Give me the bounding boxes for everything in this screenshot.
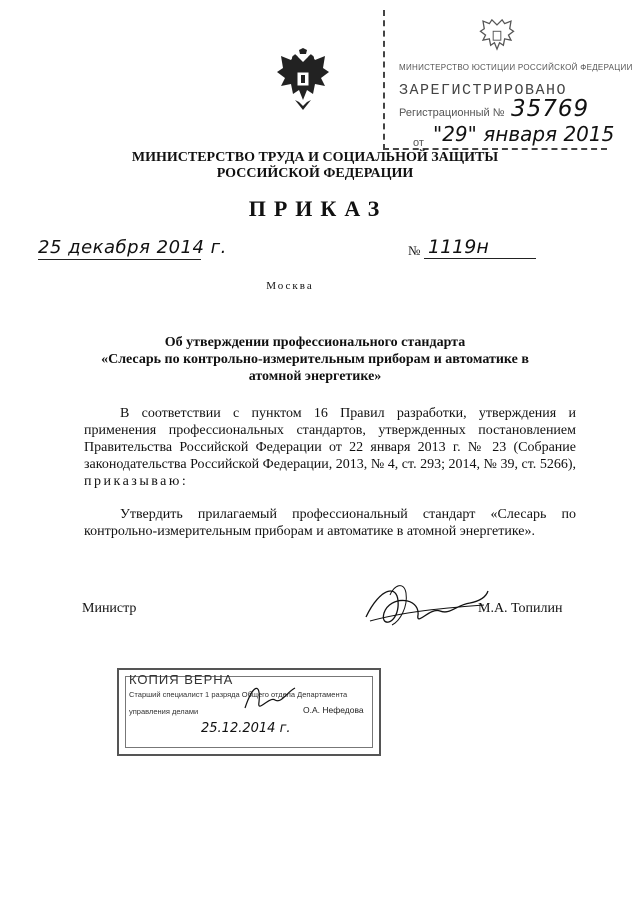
russian-coat-of-arms-icon [273, 48, 333, 114]
copy-stamp-position-line2: управления делами [129, 707, 199, 716]
russian-coat-of-arms-icon [477, 16, 517, 58]
registration-stamp [383, 10, 633, 150]
copy-stamp-date: 25.12.2014 г. [201, 721, 291, 736]
copy-certification-stamp [117, 668, 381, 756]
copy-stamp-position-line1: Старший специалист 1 разряда Общего отдела Департамента [129, 690, 348, 699]
order-number-sign: № [408, 243, 421, 258]
registration-number: 35769 [511, 96, 590, 122]
signatory-position: Министр [82, 601, 137, 616]
registration-date: "29" января 2015 [433, 122, 615, 146]
registration-date-prefix: от [413, 137, 424, 149]
paragraph-basis-text: В соответствии с пунктом 16 Правил разработки, утверждения и применения профессиональных стандартов, утвержденных постановлением Правительства Российской Федерации от 22 января 2013 г. № 23 (Собрание законодательства Российской Федерации, 2013, № 4, ст. 293; 2014, № 39, ст. 5266), [84, 406, 576, 472]
copy-stamp-name: О.А. Нефедова [303, 705, 364, 715]
copy-stamp-title: КОПИЯ ВЕРНА [129, 672, 234, 687]
ministry-name-text: МИНИСТЕРСТВО ТРУДА И СОЦИАЛЬНОЙ ЗАЩИТЫ РОССИЙСКОЙ ФЕДЕРАЦИИ [131, 150, 499, 181]
paragraph-approve-text: Утвердить прилагаемый профессиональный стандарт «Слесарь по контрольно-измерительным приборам и автоматике в атомной энергетике». [84, 507, 576, 539]
order-number: 1119н [424, 236, 536, 259]
coat-of-arms-emblem [273, 48, 333, 114]
document-type: ПРИКАЗ [248, 196, 388, 221]
document-title: Об утверждении профессионального стандарта «Слесарь по контрольно-измерительным приборам и автоматике в атомной энергетике» [101, 335, 529, 384]
order-action: приказываю: [84, 474, 189, 489]
registration-ministry-line: МИНИСТЕРСТВО ЮСТИЦИИ РОССИЙСКОЙ ФЕДЕРАЦИИ [399, 63, 633, 72]
registration-number-label: Регистрационный № [399, 107, 505, 119]
paragraph-basis [84, 405, 576, 490]
order-date: 25 декабря 2014 г. [38, 237, 227, 258]
signatory-name: М.А. Топилин [478, 601, 563, 616]
city: Москва [266, 280, 314, 292]
registration-title: ЗАРЕГИСТРИРОВАНО [399, 82, 568, 99]
handwritten-signature [360, 577, 490, 637]
paragraph-approve [84, 506, 576, 540]
copy-stamp-signature [239, 678, 299, 718]
ministry-name [90, 150, 540, 182]
